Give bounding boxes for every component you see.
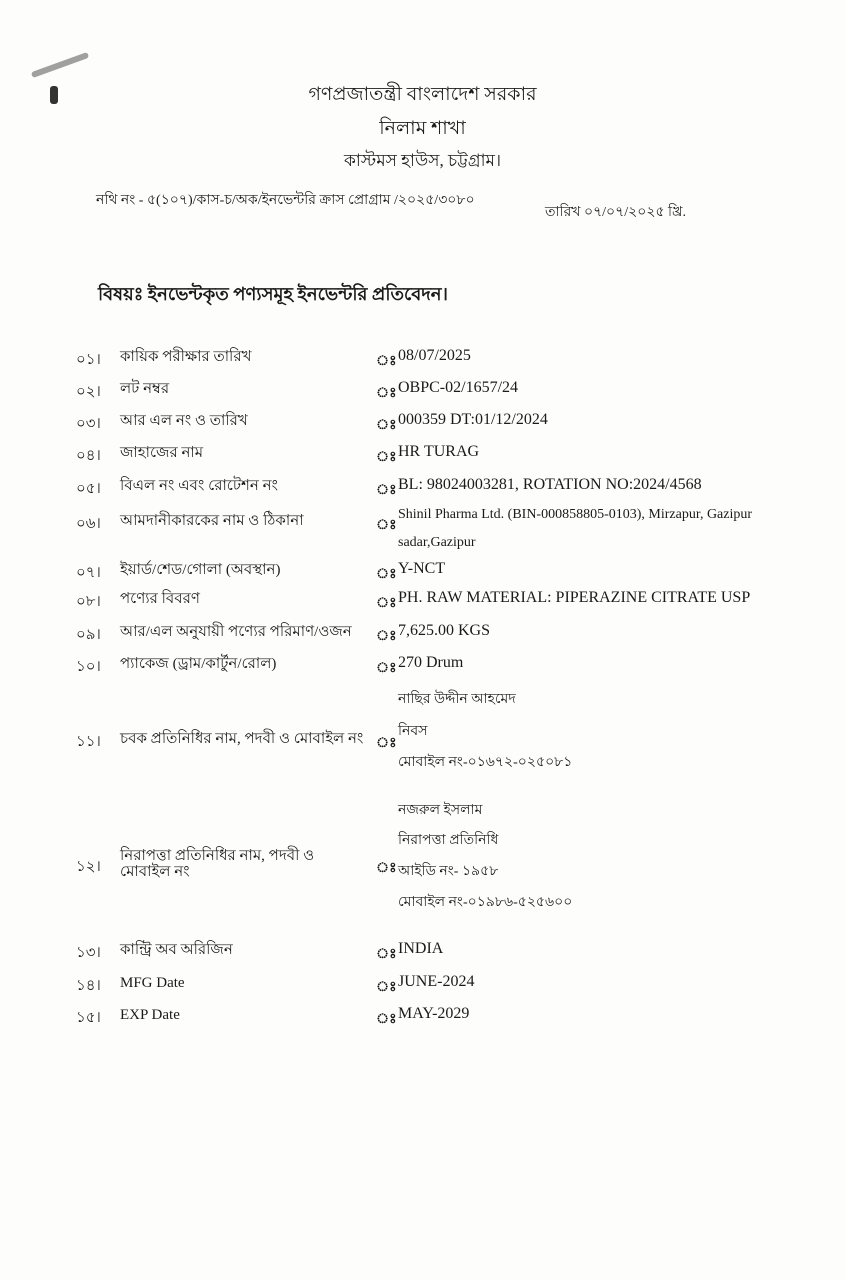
item-label: লট নম্বর: [120, 381, 170, 397]
item-label: পণ্যের বিবরণ: [120, 591, 200, 607]
item-value: Y-NCT: [398, 560, 446, 577]
item-label: বিএল নং এবং রোটেশন নং: [120, 478, 278, 494]
colon-separator: ঃ: [376, 386, 397, 401]
item-value: INDIA: [398, 940, 444, 957]
item-number: ১১।: [76, 734, 101, 750]
colon-separator: ঃ: [376, 354, 397, 369]
item-label: জাহাজের নাম: [120, 445, 204, 461]
item-value-line: নিরাপত্তা প্রতিনিধি: [398, 833, 499, 848]
item-value-line: মোবাইল নং-০১৯৮৬-৫২৫৬০০: [398, 895, 573, 910]
item-number: ০৯।: [76, 627, 101, 643]
item-label: MFG Date: [120, 975, 185, 991]
item-value: 08/07/2025: [398, 347, 471, 364]
item-value: 7,625.00 KGS: [398, 622, 491, 639]
item-value: 270 Drum: [398, 654, 464, 671]
colon-separator: ঃ: [376, 861, 397, 876]
item-number: ১৫।: [76, 1010, 101, 1026]
item-value: JUNE-2024: [398, 973, 475, 990]
item-number: ০১।: [76, 352, 101, 368]
item-number: ০৩।: [76, 416, 101, 432]
colon-separator: ঃ: [376, 418, 397, 433]
item-value-line: sadar,Gazipur: [398, 535, 476, 550]
item-value: BL: 98024003281, ROTATION NO:2024/4568: [398, 476, 702, 493]
item-number: ১৩।: [76, 945, 101, 961]
header-office: কাস্টমস হাউস, চট্টগ্রাম।: [343, 151, 502, 170]
item-number: ০৪।: [76, 448, 101, 464]
item-label: আমদানীকারকের নাম ও ঠিকানা: [120, 513, 304, 529]
item-label: চবক প্রতিনিধির নাম, পদবী ও মোবাইল নং: [120, 731, 364, 747]
item-value: 000359 DT:01/12/2024: [398, 411, 548, 428]
item-number: ০২।: [76, 384, 101, 400]
subject: বিষয়ঃ ইনভেন্টকৃত পণ্যসমূহ ইনভেন্টরি প্রতিবেদন।: [98, 284, 448, 304]
item-number: ০৫।: [76, 481, 101, 497]
colon-separator: ঃ: [376, 1012, 397, 1027]
colon-separator: ঃ: [376, 661, 397, 676]
item-value: Shinil Pharma Ltd. (BIN-000858805-0103), Mirzapur, Gazipur: [398, 507, 753, 522]
colon-separator: ঃ: [376, 736, 397, 751]
item-label: কান্ট্রি অব অরিজিন: [120, 942, 233, 958]
item-value-line: আইডি নং- ১৯৫৮: [398, 864, 499, 879]
colon-separator: ঃ: [376, 450, 397, 465]
item-label: EXP Date: [120, 1007, 180, 1023]
item-label: আর/এল অনুযায়ী পণ্যের পরিমাণ/ওজন: [120, 624, 352, 640]
item-number: ০৮।: [76, 594, 101, 610]
file-number: নথি নং - ৫(১০৭)/কাস-চ/অক/ইনভেন্টরি ক্রাস প্রোগ্রাম /২০২৫/৩০৮০: [96, 193, 475, 208]
colon-separator: ঃ: [376, 629, 397, 644]
item-label: ইয়ার্ড/শেড/গোলা (অবস্থান): [120, 562, 281, 578]
header-government: গণপ্রজাতন্ত্রী বাংলাদেশ সরকার: [308, 84, 537, 105]
header-branch: নিলাম শাখা: [379, 118, 466, 139]
item-value: MAY-2029: [398, 1005, 470, 1022]
colon-separator: ঃ: [376, 947, 397, 962]
item-value: OBPC-02/1657/24: [398, 379, 519, 396]
item-value-line: নিবস: [398, 724, 428, 739]
item-value: HR TURAG: [398, 443, 480, 460]
pen-mark: [31, 52, 89, 78]
colon-separator: ঃ: [376, 518, 397, 533]
item-number: ০৭।: [76, 565, 101, 581]
colon-separator: ঃ: [376, 596, 397, 611]
item-number: ০৬।: [76, 516, 101, 532]
colon-separator: ঃ: [376, 567, 397, 582]
colon-separator: ঃ: [376, 483, 397, 498]
colon-separator: ঃ: [376, 980, 397, 995]
item-label: আর এল নং ও তারিখ: [120, 413, 248, 429]
document-date: তারিখ ০৭/০৭/২০২৫ খ্রি.: [545, 205, 686, 220]
item-value-line: নজরুল ইসলাম: [398, 803, 483, 818]
item-number: ১২।: [76, 859, 101, 875]
item-label: প্যাকেজ (ড্রাম/কার্টুন/রোল): [120, 656, 277, 672]
item-number: ১০।: [76, 659, 101, 675]
item-label: কায়িক পরীক্ষার তারিখ: [120, 349, 252, 365]
item-value: PH. RAW MATERIAL: PIPERAZINE CITRATE USP: [398, 589, 751, 606]
item-value-line: নাছির উদ্দীন আহমেদ: [398, 692, 516, 707]
item-value-line: মোবাইল নং-০১৬৭২-০২৫০৮১: [398, 755, 573, 770]
item-number: ১৪।: [76, 978, 101, 994]
item-label: নিরাপত্তা প্রতিনিধির নাম, পদবী ও মোবাইল নং: [120, 848, 315, 880]
